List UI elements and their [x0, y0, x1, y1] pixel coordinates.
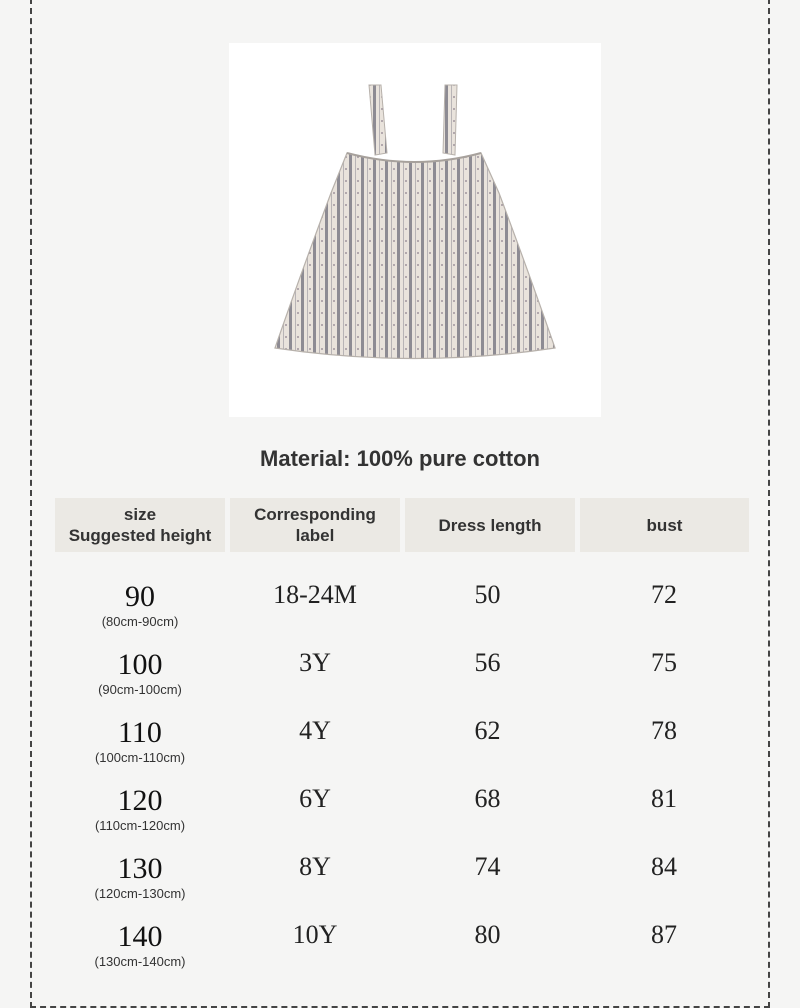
bust-value: 72	[651, 580, 677, 609]
height-range: (110cm-120cm)	[94, 818, 186, 833]
label-value: 3Y	[299, 648, 331, 677]
height-range: (90cm-100cm)	[98, 682, 182, 697]
header-size-line2: Suggested height	[68, 526, 212, 545]
length-value: 74	[474, 852, 501, 881]
dress-illustration	[229, 43, 601, 417]
table-row	[0, 920, 800, 988]
header-label-line1: Corresponding	[254, 505, 376, 524]
bust-value: 75	[651, 648, 677, 677]
length-value: 62	[474, 716, 501, 745]
size-value: 100	[117, 648, 163, 681]
header-label-line2: label	[295, 526, 335, 545]
size-value: 140	[117, 920, 163, 953]
material-text: Material: 100% pure cotton	[260, 446, 540, 471]
length-value: 80	[474, 920, 501, 949]
table-row	[0, 716, 800, 784]
size-cell	[55, 580, 225, 630]
bust-value: 78	[651, 716, 677, 745]
size-value: 130	[117, 852, 163, 885]
height-range: (120cm-130cm)	[94, 886, 186, 901]
bust-value: 87	[651, 920, 677, 949]
table-row	[0, 852, 800, 920]
table-row	[0, 648, 800, 716]
label-value: 10Y	[292, 920, 338, 949]
bust-value: 81	[651, 784, 677, 813]
label-value: 8Y	[299, 852, 331, 881]
dress-product-image	[229, 43, 601, 417]
height-range: (80cm-90cm)	[101, 614, 179, 629]
header-bust: bust	[580, 498, 749, 552]
header-size-line1: size	[123, 505, 157, 524]
header-dress-length: Dress length	[405, 498, 575, 552]
table-row	[0, 580, 800, 648]
size-cell	[55, 784, 225, 834]
header-label	[230, 498, 400, 552]
bust-value: 84	[651, 852, 677, 881]
label-value: 4Y	[299, 716, 331, 745]
height-range: (100cm-110cm)	[94, 750, 186, 765]
label-value: 6Y	[299, 784, 331, 813]
length-value: 50	[474, 580, 501, 609]
size-cell	[55, 648, 225, 698]
size-value: 90	[125, 580, 155, 613]
size-cell	[55, 716, 225, 766]
size-cell	[55, 920, 225, 970]
size-cell	[55, 852, 225, 902]
header-size	[55, 498, 225, 552]
length-value: 56	[474, 648, 501, 677]
size-value: 120	[117, 784, 163, 817]
height-range: (130cm-140cm)	[94, 954, 186, 969]
length-value: 68	[474, 784, 501, 813]
label-value: 18-24M	[273, 580, 357, 609]
size-value: 110	[118, 716, 162, 749]
table-row	[0, 784, 800, 852]
